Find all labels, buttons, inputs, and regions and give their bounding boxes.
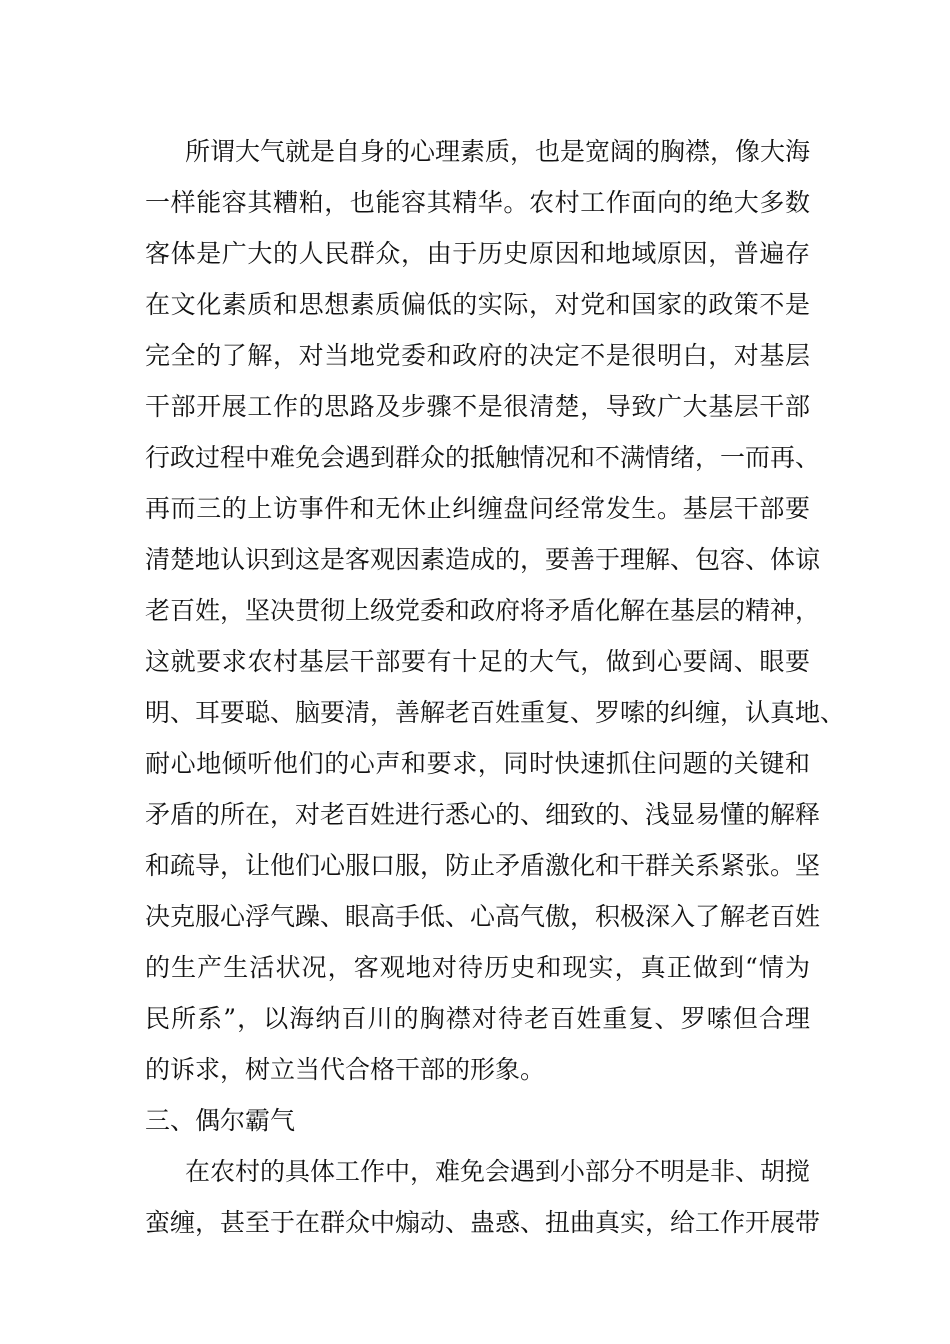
paragraph-line: 客体是广大的人民群众，由于历史原因和地域原因，普遍存 [145, 239, 810, 268]
paragraph-line: 的生产生活状况，客观地对待历史和现实，真正做到“情为 [145, 953, 810, 982]
paragraph-line: 在文化素质和思想素质偏低的实际，对党和国家的政策不是 [145, 290, 810, 319]
paragraph-2 [145, 1146, 821, 1248]
paragraph-line: 再而三的上访事件和无休止纠缠盘问经常发生。基层干部要 [145, 494, 810, 523]
paragraph-line: 的诉求，树立当代合格干部的形象。 [145, 1055, 546, 1084]
paragraph-line: 民所系”，以海纳百川的胸襟对待老百姓重复、罗嗦但合理 [145, 1004, 810, 1033]
paragraph-line: 明、耳要聪、脑要清，善解老百姓重复、罗嗦的纠缠，认真地、 [145, 698, 846, 727]
paragraph-line: 完全的了解，对当地党委和政府的决定不是很明白，对基层 [145, 341, 810, 370]
paragraph-line: 决克服心浮气躁、眼高手低、心高气傲，积极深入了解老百姓 [145, 902, 821, 931]
paragraph-line: 在农村的具体工作中，难免会遇到小部分不明是非、胡搅 [185, 1157, 811, 1186]
paragraph-1 [145, 126, 846, 1095]
paragraph-line: 和疏导，让他们心服口服，防止矛盾激化和干群关系紧张。坚 [145, 851, 821, 880]
paragraph-line: 行政过程中难免会遇到群众的抵触情况和不满情绪，一而再、 [145, 443, 821, 472]
paragraph-line: 耐心地倾听他们的心声和要求，同时快速抓住问题的关键和 [145, 749, 810, 778]
paragraph-line: 这就要求农村基层干部要有十足的大气，做到心要阔、眼要 [145, 647, 810, 676]
document-page [145, 126, 846, 1248]
paragraph-line: 蛮缠，甚至于在群众中煽动、蛊惑、扭曲真实，给工作开展带 [145, 1208, 821, 1237]
section-heading: 三、偶尔霸气 [145, 1106, 296, 1135]
paragraph-line: 老百姓，坚决贯彻上级党委和政府将矛盾化解在基层的精神， [145, 596, 821, 625]
paragraph-line: 一样能容其糟粕，也能容其精华。农村工作面向的绝大多数 [145, 188, 810, 217]
paragraph-line: 矛盾的所在，对老百姓进行悉心的、细致的、浅显易懂的解释 [145, 800, 821, 829]
paragraph-line: 清楚地认识到这是客观因素造成的，要善于理解、包容、体谅 [145, 545, 821, 574]
paragraph-line: 所谓大气就是自身的心理素质，也是宽阔的胸襟，像大海 [185, 137, 811, 166]
paragraph-line: 干部开展工作的思路及步骤不是很清楚，导致广大基层干部 [145, 392, 810, 421]
